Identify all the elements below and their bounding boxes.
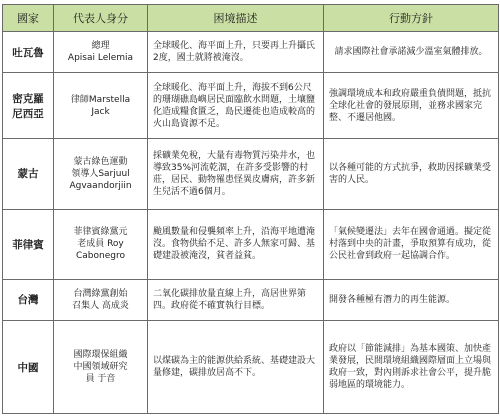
- action-plan-cell: 政府以「節能減排」為基本國策、加快產業發展，民間環境組織國際層面上立場與政府一致，對內則訴求社會公平，提升脆弱地區的環境能力。: [324, 321, 499, 414]
- representative-cell: [54, 139, 148, 209]
- difficulty-cell: 全球暖化、海平面上升，只要再上升攝氏2度，國土就將被淹沒。: [148, 32, 324, 73]
- representative-line: Agvaandorjiin: [69, 180, 132, 191]
- difficulty-cell: 颱風數量和侵襲頻率上升，沿海平地遭淹沒。食物供給不足、許多人無家可歸、基礎建設被淹沒，貧者益貧。: [148, 209, 324, 279]
- country-cell: 中國: [3, 321, 54, 414]
- country-cell: 台灣: [3, 279, 54, 320]
- table-row: [3, 279, 499, 320]
- representative-cell: [54, 279, 148, 320]
- representative-line: Apisai Lelemia: [67, 53, 134, 64]
- header-action-plan: 行動方針: [324, 5, 499, 32]
- table-row: [3, 209, 499, 279]
- representative-line: Jack: [91, 106, 110, 117]
- representative-line: 員 于音: [85, 374, 116, 385]
- country-cell: 吐瓦魯: [3, 32, 54, 73]
- representative-line: 律師Marstella: [70, 94, 131, 105]
- header-representative: 代表人身分: [54, 5, 148, 32]
- representative-cell: [54, 209, 148, 279]
- table-row: [3, 139, 499, 209]
- country-cell: 蒙古: [3, 139, 54, 209]
- representative-line: 總理: [91, 41, 110, 52]
- difficulty-cell: 採礦業免稅，大量有毒物質污染井水，也導致35%河流乾涸，在許多受影響的村莊，居民、動物罹患怪異皮膚病，許多新生兒活不過6個月。: [148, 139, 324, 209]
- representative-line: 召集人 高成炎: [72, 300, 129, 311]
- country-cell: 密克羅尼西亞: [3, 73, 54, 139]
- difficulty-cell: 二氧化碳排放量直線上升，高居世界第四。政府從不確實執行目標。: [148, 279, 324, 320]
- representative-line: 老成員 Roy: [77, 239, 124, 250]
- representative-line: 蒙古綠色運動: [73, 156, 128, 167]
- difficulty-cell: 全球暖化、海平面上升，海拔不到6公尺的珊瑚礁島嶼居民面臨飲水問題，土壤鹽化造成糧食匱乏，島民遷徙也造成較高的火山島資源不足。: [148, 73, 324, 139]
- comparison-table: [2, 4, 499, 414]
- representative-cell: [54, 32, 148, 73]
- difficulty-cell: 以煤碳為主的能源供給系統、基礎建設大量修建，碳排放居高不下。: [148, 321, 324, 414]
- representative-line: Cabonegro: [76, 251, 125, 262]
- header-difficulty: 困境描述: [148, 5, 324, 32]
- representative-line: 台灣綠黨創始: [73, 288, 128, 299]
- representative-line: 中國領域研究: [73, 362, 128, 373]
- action-plan-cell: 「氣候變遷法」去年在國會通過。擬定從村落到中央的計畫，爭取預算有成功，從公民社會到政府一起協調合作。: [324, 209, 499, 279]
- action-plan-cell: 開發各種極有潛力的再生能源。: [324, 279, 499, 320]
- action-plan-cell: 強調環境成本和政府嚴重負債問題，抵抗全球化社會的發展原則，並務求國家完整、不遷居他國。: [324, 73, 499, 139]
- representative-cell: [54, 321, 148, 414]
- country-cell: 菲律賓: [3, 209, 54, 279]
- header-country: 國家: [3, 5, 54, 32]
- table-row: [3, 321, 499, 414]
- table-row: [3, 32, 499, 73]
- action-plan-cell: 以各種可能的方式抗爭，救助因採礦業受害的人民。: [324, 139, 499, 209]
- representative-line: 領導人Sarjuul: [71, 168, 130, 179]
- representative-line: 國際環保組織: [73, 350, 128, 361]
- representative-line: 菲律賓綠黨元: [73, 227, 128, 238]
- representative-cell: [54, 73, 148, 139]
- action-plan-cell: 請求國際社會承諾減少溫室氣體排放。: [324, 32, 499, 73]
- table-row: [3, 73, 499, 139]
- header-row: [3, 5, 499, 32]
